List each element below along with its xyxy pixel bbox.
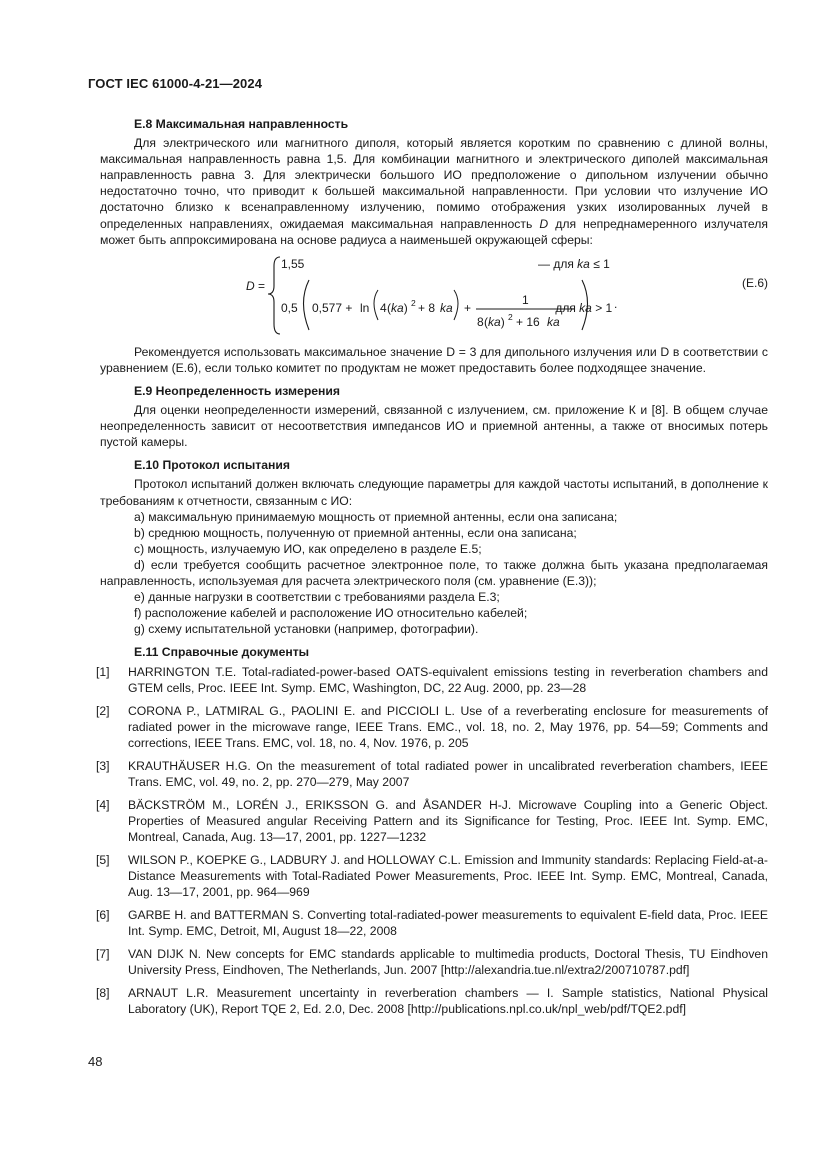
formula-ka-1: (ka) [387,300,408,315]
page-content [96,116,768,1024]
reference-text: VAN DIJK N. New concepts for EMC standards applicable to multimedia products, Doctoral Thesis, TU Eindhoven University Press, Eindhoven, The Netherlands, Jun. 2007 [http://alexandria.tue.nl/extra2/200710787.pdf] [128,947,768,978]
reference-item [96,852,768,900]
formula-den-ka: (ka) [484,314,505,329]
section-e11-heading: Е.11 Справочные документы [134,645,310,660]
reference-item [96,703,768,751]
reference-item [96,797,768,845]
formula-ka-2: ka [440,300,453,315]
section-e10-paragraph-1: Протокол испытаний должен включать следующие параметры для каждой частоты испытаний, в дополнение к требованиям к отчетности, связанным с ИО: [100,477,768,508]
reference-number: [2] [96,704,110,719]
formula-e6 [100,254,768,338]
list-item: а) максимальную принимаемую мощность от приемной антенны, если она записана; [134,509,618,524]
reference-text: KRAUTHÄUSER H.G. On the measurement of total radiated power in uncalibrated reverberation chambers, IEEE Trans. EMC, vol. 49, no. 2, pp. 270—279, May 2007 [128,759,768,790]
section-e10 [100,457,768,637]
reference-text: GARBE H. and BATTERMAN S. Converting total-radiated-power measurements to equivalent E-field data, Proc. IEEE Int. Symp. EMC, Detroit, MI, August 18—22, 2008 [128,908,768,939]
reference-number: [8] [96,986,110,1001]
section-e8-heading: Е.8 Максимальная направленность [134,117,349,131]
formula-case1-value: 1,55 [281,256,305,271]
formula-numerator: 1 [522,292,529,307]
section-e9 [100,383,768,450]
reference-number: [7] [96,947,110,962]
reference-item [96,946,768,978]
section-e8-paragraph-1: Для электрического или магнитного диполя, который является коротким по сравнению с длиной волны, максимальная направленность равна 1,5. Для комбинации магнитного и электрического диполей максимальная направленность равна 3. Для электрически большого ИО предположение о дипольном излучении обычно недостаточно точно, что приводит к большей максимальной направленности. При условии что излучение ИО достаточно близко к всенаправленному излучению, помимо отображения узких изолированных лучей в определенных направлениях, ожидаемая максимальная направленность D для непреднамеренного излучателя может быть аппроксимирована на основе радиуса а наименьшей окружающей сферы: [100,136,768,247]
list-item: f) расположение кабелей и расположение ИО относительно кабелей; [134,606,528,621]
list-item: е) данные нагрузки в соответствии с требованиями раздела Е.3; [134,590,500,605]
reference-number: [3] [96,759,110,774]
list-item: g) схему испытательной установки (например, фотографии). [134,622,479,637]
formula-ln-paren-close [454,290,458,320]
reference-list [96,664,768,1017]
formula-den-16: + 16 [516,314,540,329]
section-e8-paragraph-2: Рекомендуется использовать максимальное значение D = 3 для дипольного излучения или D в соответствии с уравнением (Е.6), если только комитет по продуктам не может предоставить более подходящее значение. [100,344,768,375]
reference-text: ARNAUT L.R. Measurement uncertainty in reverberation chambers — I. Sample statistics, National Physical Laboratory (UK), Report TQE 2, Ed. 2.0, Dec. 2008 [http://publications.npl.co.uk/npl_web/pdf/TQE2.pdf] [128,986,768,1017]
reference-number: [5] [96,853,110,868]
reference-text: WILSON P., KOEPKE G., LADBURY J. and HOLLOWAY C.L. Emission and Immunity standards: Replacing Field-at-a-Distance Measurements with Total-Radiated Power Measurements, Proc. IEEE Int. Symp. EMC, Montreal, Canada, Aug. 13—17, 2001, pp. 964—969 [128,853,768,900]
reference-text: CORONA P., LATMIRAL G., PAOLINI E. and PICCIOLI L. Use of a reverberating enclosure for measurements of radiated power in the microwave range, IEEE Trans. EMC., vol. 18, no. 2, May 1976, pp. 54—59; Comments and corrections, IEEE Trans. EMC, vol. 18, no. 4, Nov. 1976, p. 205 [128,704,768,751]
formula-den-8: 8 [477,314,484,329]
formula-plus: + [464,300,472,315]
reference-item [96,907,768,939]
formula-case2-factor: 0,5 [281,300,298,315]
list-item: d) если требуется сообщить расчетное электронное поле, то также должна быть указана предполагаемая направленность, используемая для расчета электрического поля (см. уравнение (Е.3)); [100,557,768,588]
reference-number: [4] [96,798,110,813]
formula-den-ka-2: ka [547,314,560,329]
page-number: 48 [88,1054,103,1069]
formula-ln-paren-open [374,290,378,320]
formula-sq-2: 2 [508,311,513,322]
formula-lhs: D = [246,278,266,293]
formula-four: 4 [380,300,387,315]
formula-left-paren [304,280,310,330]
section-e8 [100,116,768,376]
section-e10-heading: Е.10 Протокол испытания [134,458,291,473]
reference-item [96,758,768,790]
formula-case2-const: 0,577 + [312,300,353,315]
formula-ln: ln [360,300,370,315]
section-e11 [96,644,768,1017]
formula-case2-cond: — для ka > 1 [540,300,613,315]
formula-e6-graphic [100,254,660,338]
section-e9-paragraph-1: Для оценки неопределенности измерений, связанной с излучением, см. приложение К и [8]. В общем случае неопределенность зависит от несоответствия импедансов ИО и приемной антенны, а также от вносимых потерь пустой камеры. [100,403,768,450]
section-e9-heading: Е.9 Неопределенность измерения [134,383,341,398]
formula-plus8: + 8 [418,300,436,315]
reference-text: BÄCKSTRÖM M., LORÉN J., ERIKSSON G. and ÅSANDER H-J. Microwave Coupling into a Generic Object. Properties of Measured angular Receiving Pattern and its Significance for Testing, Proc. IEEE Int. Symp. EMC, Montreal, Canada, Aug. 13—17, 2001, pp. 1227—1232 [128,798,768,845]
reference-item [96,664,768,696]
reference-number: [6] [96,908,110,923]
reference-number: [1] [96,665,110,680]
list-item: b) среднюю мощность, полученную от приемной антенны, если она записана; [134,525,577,540]
formula-left-brace [268,257,280,334]
reference-text: HARRINGTON T.E. Total-radiated-power-based OATS-equivalent emissions testing in reverberation chambers and GTEM cells, Proc. IEEE Int. Symp. EMC, Washington, DC, 22 Aug. 2000, pp. 23—28 [128,665,768,696]
formula-end-dot: . [614,296,618,311]
reference-item [96,985,768,1017]
document-header: ГОСТ IEC 61000-4-21—2024 [88,76,263,91]
formula-number: (Е.6) [741,275,768,290]
list-item: с) мощность, излучаемую ИО, как определено в разделе Е.5; [134,541,482,556]
formula-case1-condition: — для ka ≤ 1 [538,256,610,271]
formula-sq-1: 2 [411,297,416,308]
